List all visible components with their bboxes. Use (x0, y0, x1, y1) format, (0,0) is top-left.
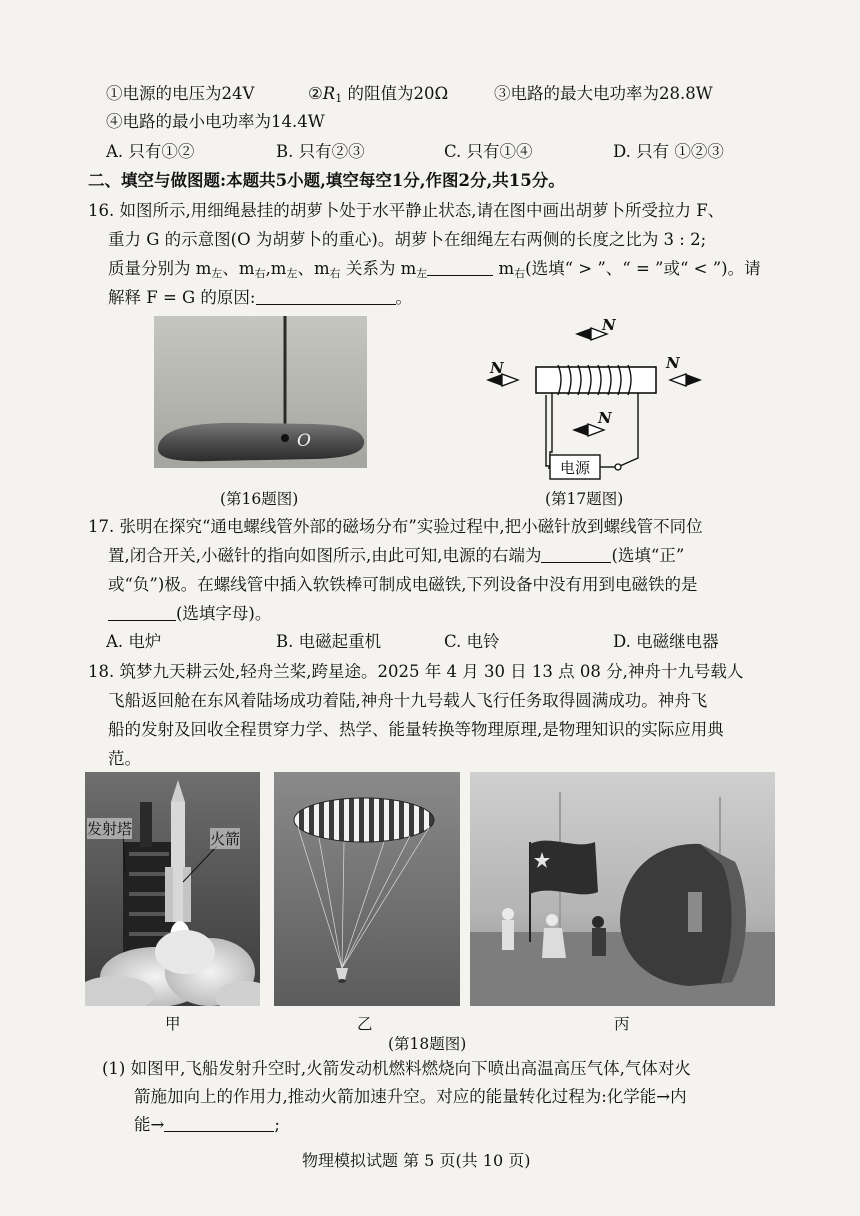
q17-option-c: C. 电铃 (444, 632, 500, 651)
q18-part1-line-1: (1) 如图甲,飞船发射升空时,火箭发动机燃料燃烧向下喷出高温高压气体,气体对火 (102, 1059, 691, 1078)
q17-option-a: A. 电炉 (106, 632, 162, 651)
rocket-launch-photo (85, 772, 260, 1006)
q15-statement-1: ①电源的电压为24V (106, 84, 255, 103)
photo-jia-caption: 甲 (165, 1015, 181, 1033)
landing-capsule-photo (470, 772, 775, 1006)
parachute-photo (274, 772, 460, 1006)
carrot-center-label: O (297, 431, 311, 451)
q16-answer-blank-1[interactable] (427, 260, 493, 276)
n-label-right: N (666, 354, 680, 372)
q17-option-b: B. 电磁起重机 (276, 632, 382, 651)
carrot-photo (154, 316, 367, 468)
n-label-middle: N (598, 409, 612, 427)
q16-line-4: 解释 F = G 的原因: 。 (108, 288, 412, 307)
section-2-heading: 二、填空与做图题:本题共5小题,填空每空1分,作图2分,共15分。 (88, 171, 565, 190)
q18-answer-blank-1[interactable] (164, 1116, 274, 1132)
solenoid-body (536, 367, 656, 393)
q17-line-4: (选填字母)。 (108, 603, 271, 625)
q15-statement-3: ③电路的最大电功率为28.8W (494, 84, 713, 103)
q18-part1-line-2: 箭施加向上的作用力,推动火箭加速升空。对应的能量转化过程为:化学能→内 (134, 1087, 687, 1106)
q17-answer-blank-2[interactable] (108, 605, 176, 621)
solenoid-diagram (480, 310, 720, 488)
q18-line-3: 船的发射及回收全程贯穿力学、热学、能量转换等物理原理,是物理知识的实际应用典 (108, 720, 724, 739)
fig17-caption: (第17题图) (545, 490, 624, 508)
wire-right (620, 393, 638, 466)
q15-option-a: A. 只有①② (106, 142, 195, 161)
q15-statement-2: $②R_1$ 的阻值为20Ω (308, 84, 449, 105)
q18-line-1: 18. 筑梦九天耕云处,轻舟兰桨,跨星途。2025 年 4 月 30 日 13 点 08 分,神舟十九号载人 (88, 662, 744, 681)
compass-needle-right (670, 374, 702, 386)
q17-option-d: D. 电磁继电器 (613, 632, 719, 651)
switch-terminal (615, 464, 621, 470)
q17-line-3: 或“负”)极。在螺线管中插入软铁棒可制成电磁铁,下列设备中没有用到电磁铁的是 (108, 575, 698, 594)
q18-part1-line-3: 能→ ; (134, 1115, 280, 1134)
q18-line-2: 飞船返回舱在东风着陆场成功着陆,神舟十九号载人飞行任务取得圆满成功。神舟飞 (108, 691, 708, 710)
q15-statement-4: ④电路的最小电功率为14.4W (106, 112, 325, 131)
launch-tower-label: 发射塔 (87, 820, 133, 838)
n-label-left: N (490, 359, 504, 377)
photo-yi-caption: 乙 (357, 1015, 373, 1033)
q16-line-1: 16. 如图所示,用细绳悬挂的胡萝卜处于水平静止状态,请在图中画出胡萝卜所受拉力 F、 (88, 201, 725, 220)
q18-line-4: 范。 (108, 749, 141, 768)
n-label-top: N (602, 316, 616, 334)
q17-answer-blank-1[interactable] (541, 547, 611, 563)
q16-line-3: 质量分别为 $m_左$、$m_右,m_左$、$m_右$ 关系为 $m_左$ $m_右$(选填“ > ”、“ = ”或“ < ”)。请 (108, 259, 761, 280)
q17-line-1: 17. 张明在探究“通电螺线管外部的磁场分布”实验过程中,把小磁针放到螺线管不同位 (88, 517, 703, 536)
q17-line-2: 置,闭合开关,小磁针的指向如图所示,由此可知,电源的右端为 (选填“正” (108, 546, 685, 565)
q15-option-c: C. 只有①④ (444, 142, 533, 161)
q16-answer-blank-2[interactable] (256, 289, 396, 305)
photo-bing-caption: 丙 (614, 1015, 630, 1033)
q15-option-b: B. 只有②③ (276, 142, 365, 161)
page-footer: 物理模拟试题 第 5 页(共 10 页) (302, 1151, 531, 1170)
q15-option-d: D. 只有 ①②③ (613, 142, 724, 161)
fig18-caption: (第18题图) (388, 1035, 467, 1053)
fig16-caption: (第16题图) (220, 490, 299, 508)
power-supply-label: 电源 (559, 459, 591, 477)
rocket-label: 火箭 (210, 830, 241, 848)
q16-line-2: 重力 G 的示意图(O 为胡萝卜的重心)。胡萝卜在细绳左右两侧的长度之比为 3 : 2; (108, 230, 707, 249)
carrot-illustration (154, 316, 367, 468)
